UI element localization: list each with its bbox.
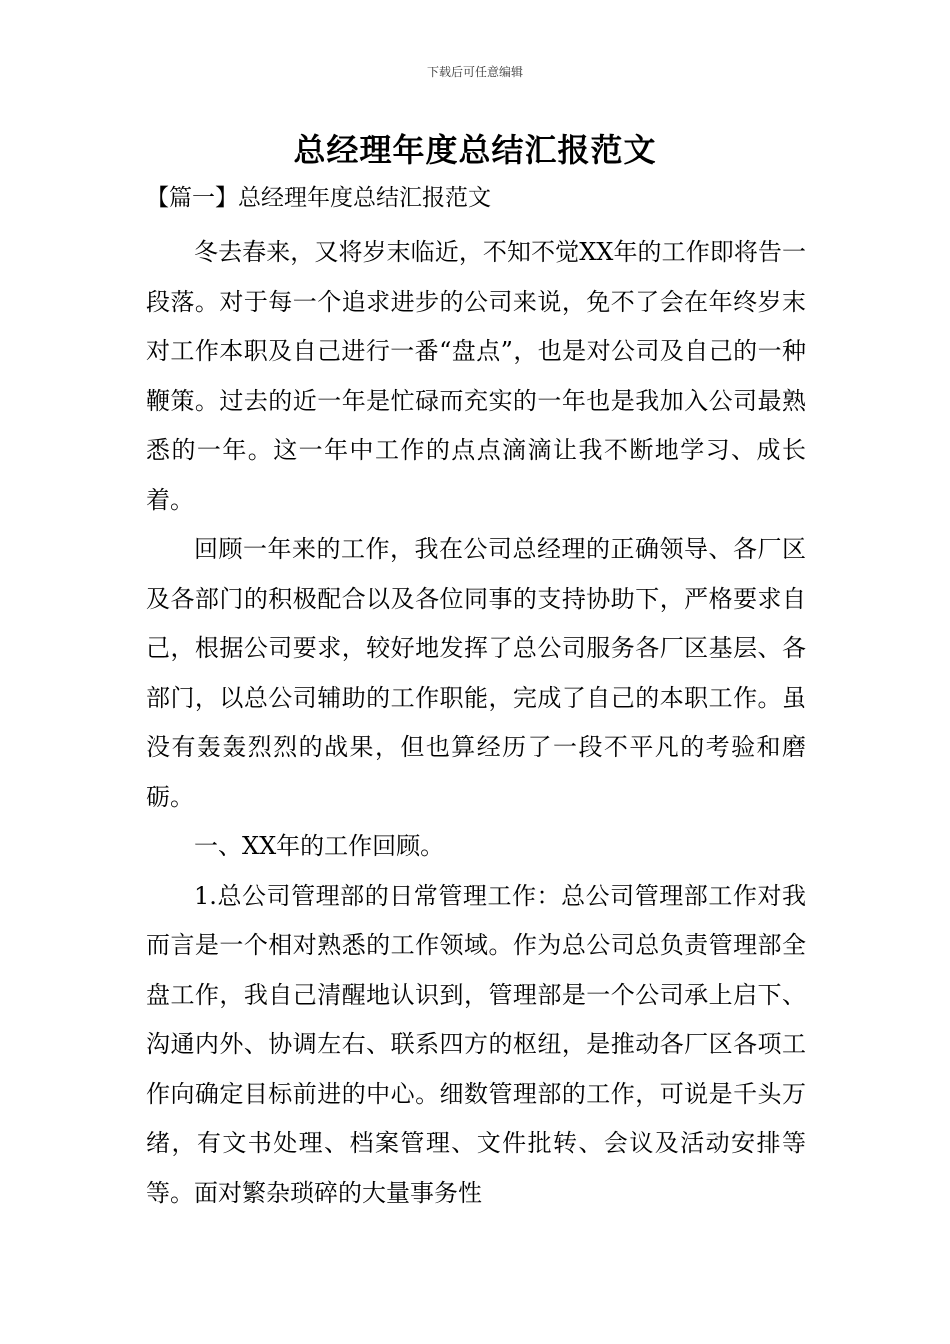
paragraph-management-work: 1.总公司管理部的日常管理工作：总公司管理部工作对我而言是一个相对熟悉的工作领域。作为总公司总负责管理部全盘工作，我自己清醒地认识到，管理部是一个公司承上启下、沟通内外、协调左右、联系四方的枢纽，是推动各厂区各项工作向确定目标前进的中心。细数管理部的工作，可说是千头万绪，有文书处理、档案管理、文件批转、会议及活动安排等等。面对繁杂琐碎的大量事务性 [146,881,806,1207]
document-body [146,228,806,1218]
section-heading: 【篇一】总经理年度总结汇报范文 [146,185,491,211]
document-title: 总经理年度总结汇报范文 [293,131,657,169]
paragraph-subheading: 一、XX年的工作回顾。 [194,832,445,860]
paragraph-intro: 冬去春来，又将岁末临近，不知不觉XX年的工作即将告一段落。对于每一个追求进步的公司来说，免不了会在年终岁末对工作本职及自己进行一番“盘点”，也是对公司及自己的一种鞭策。过去的近一年是忙碌而充实的一年也是我加入公司最熟悉的一年。这一年中工作的点点滴滴让我不断地学习、成长着。 [146,238,806,514]
page-header-note: 下载后可任意编辑 [426,65,523,79]
paragraph-review: 回顾一年来的工作，我在公司总经理的正确领导、各厂区及各部门的积极配合以及各位同事的支持协助下，严格要求自己，根据公司要求，较好地发挥了总公司服务各厂区基层、各部门，以总公司辅助的工作职能，完成了自己的本职工作。虽没有轰轰烈烈的战果，但也算经历了一段不平凡的考验和磨砺。 [146,535,806,811]
